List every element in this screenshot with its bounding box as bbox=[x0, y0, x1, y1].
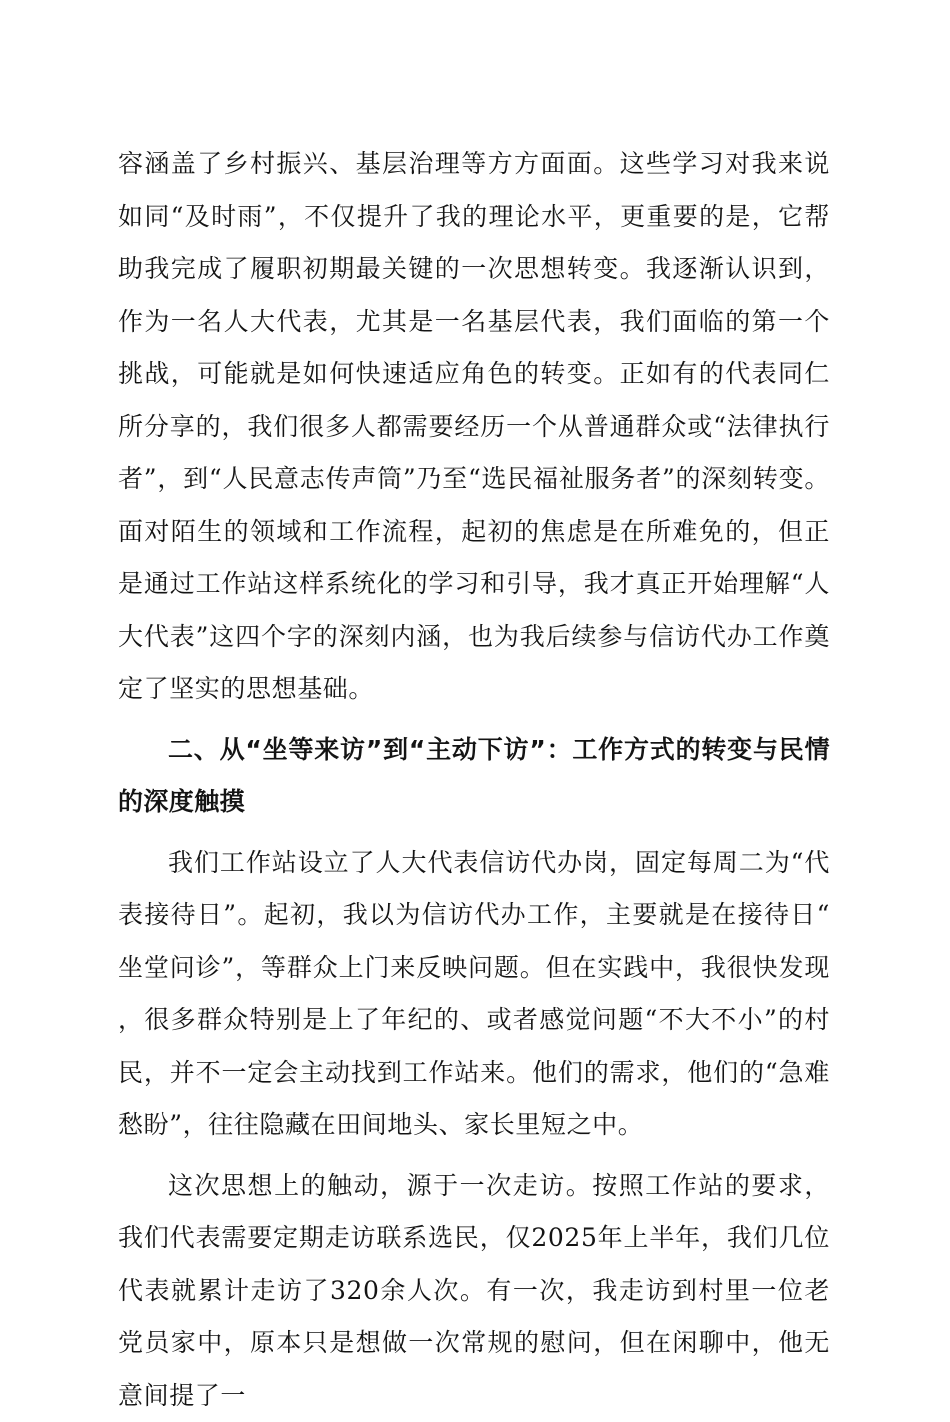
section-heading: 二、从“坐等来访”到“主动下访”：工作方式的转变与民情的深度触摸 bbox=[118, 724, 830, 829]
paragraph-body: 我们工作站设立了人大代表信访代办岗，固定每周二为“代表接待日”。起初，我以为信访代办工作，主要就是在接待日“坐堂问诊”，等群众上门来反映问题。但在实践中，我很快发现，很多群众特别是上了年纪的、或者感觉问题“不大不小”的村民，并不一定会主动找到工作站来。他们的需求，他们的“急难愁盼”，往往隐藏在田间地头、家长里短之中。 bbox=[118, 837, 830, 1152]
paragraph-gap bbox=[118, 1152, 830, 1160]
paragraph-body: 这次思想上的触动，源于一次走访。按照工作站的要求，我们代表需要定期走访联系选民，仅2025年上半年，我们几位代表就累计走访了320余人次。有一次，我走访到村里一位老党员家中，原本只是想做一次常规的慰问，但在闲聊中，他无意间提了一 bbox=[118, 1160, 830, 1422]
paragraph-gap bbox=[118, 716, 830, 724]
paragraph-gap bbox=[118, 829, 830, 837]
document-body bbox=[118, 138, 830, 1422]
paragraph-continuation: 容涵盖了乡村振兴、基层治理等方方面面。这些学习对我来说如同“及时雨”，不仅提升了我的理论水平，更重要的是，它帮助我完成了履职初期最关键的一次思想转变。我逐渐认识到，作为一名人大代表，尤其是一名基层代表，我们面临的第一个挑战，可能就是如何快速适应角色的转变。正如有的代表同仁所分享的，我们很多人都需要经历一个从普通群众或“法律执行者”，到“人民意志传声筒”乃至“选民福祉服务者”的深刻转变。面对陌生的领域和工作流程，起初的焦虑是在所难免的，但正是通过工作站这样系统化的学习和引导，我才真正开始理解“人大代表”这四个字的深刻内涵，也为我后续参与信访代办工作奠定了坚实的思想基础。 bbox=[118, 138, 830, 716]
